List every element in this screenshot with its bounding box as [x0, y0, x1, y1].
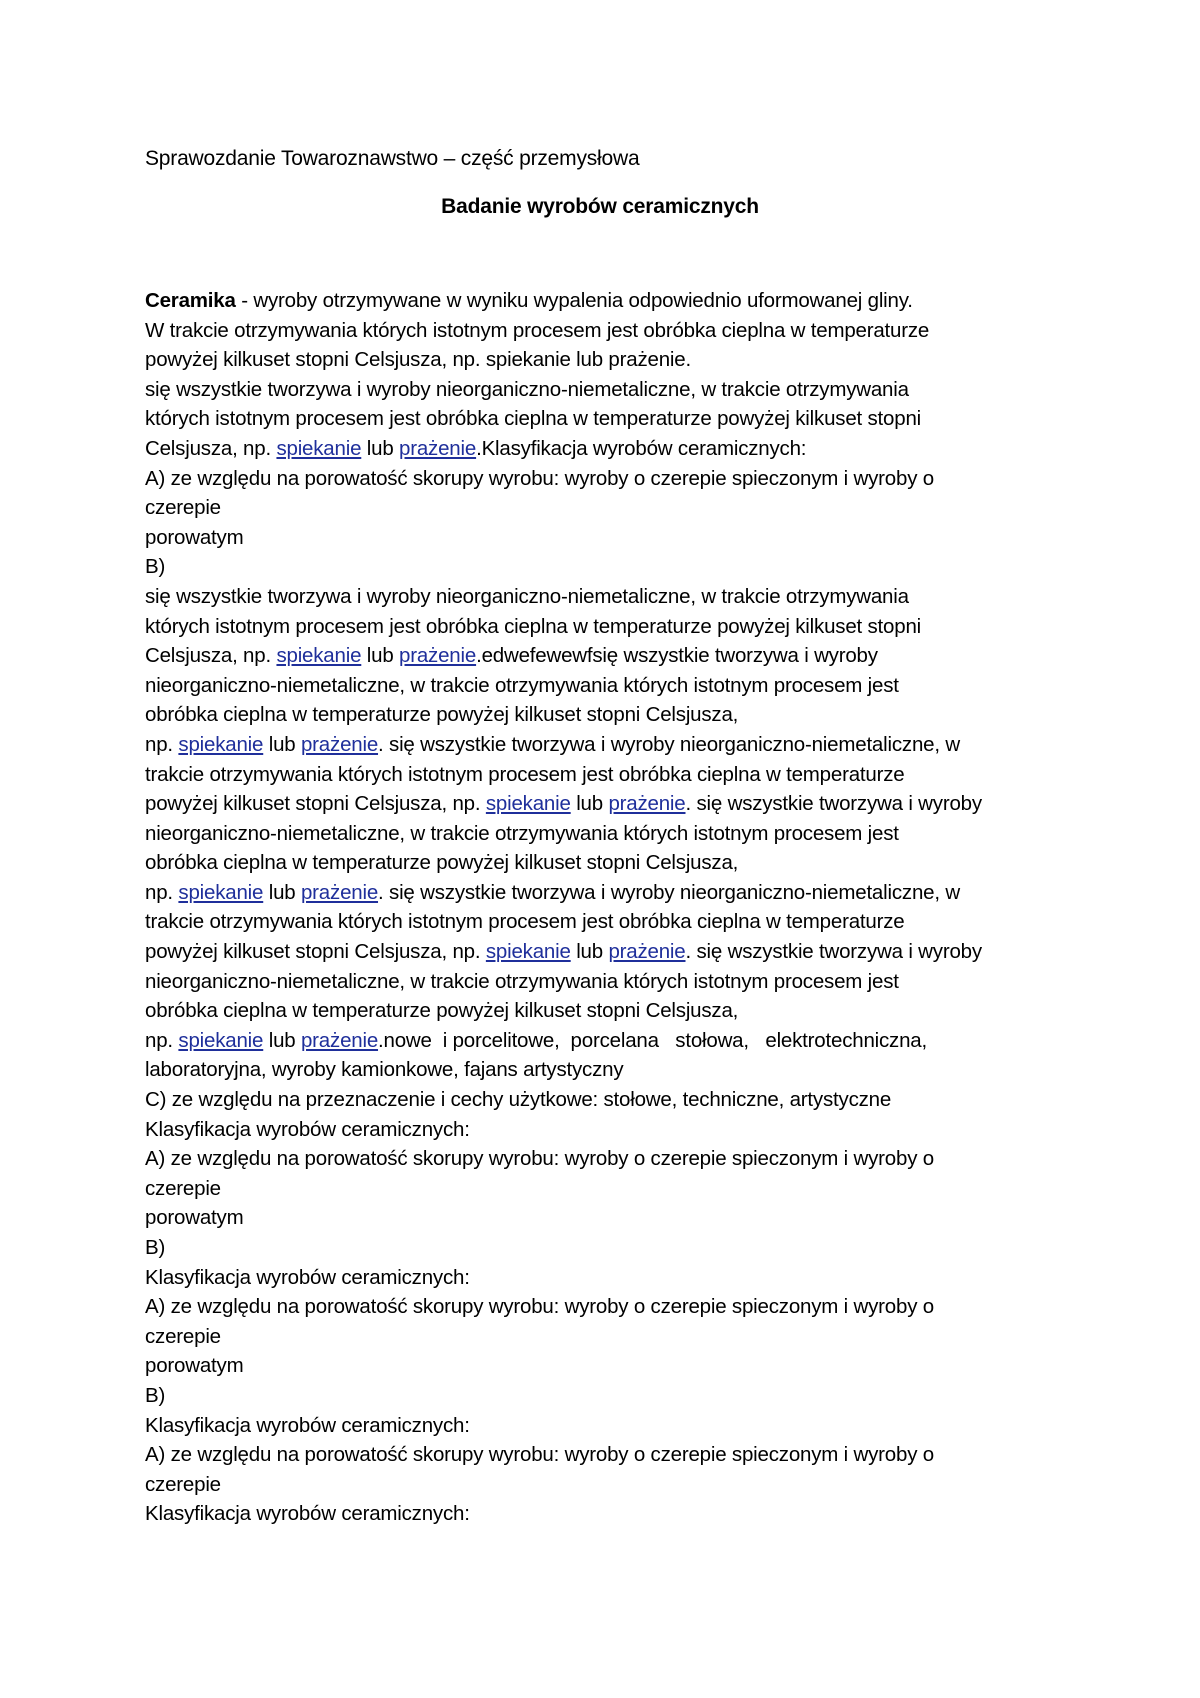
hyperlink[interactable]: prażenie	[399, 436, 477, 460]
text-run: porowatym	[145, 525, 244, 549]
text-run: lub	[263, 880, 301, 904]
document-body	[145, 286, 1075, 1529]
text-run: czerepie	[145, 496, 221, 520]
text-run: . się wszystkie tworzywa i wyroby nieorganiczno-niemetaliczne, w	[378, 732, 960, 756]
hyperlink[interactable]: prażenie	[399, 644, 477, 668]
text-run: czerepie	[145, 1324, 221, 1348]
hyperlink[interactable]: spiekanie	[178, 1028, 264, 1052]
text-line	[145, 316, 1075, 346]
text-run: czerepie	[145, 1472, 221, 1496]
text-run: B)	[145, 555, 166, 579]
text-line	[145, 493, 1075, 523]
text-run: W trakcie otrzymywania których istotnym procesem jest obróbka cieplna w temperaturze	[145, 318, 930, 342]
text-line	[145, 552, 1075, 582]
text-run: . się wszystkie tworzywa i wyroby	[685, 940, 982, 964]
text-line	[145, 671, 1075, 701]
text-run: powyżej kilkuset stopni Celsjusza, np.	[145, 792, 486, 816]
text-run: się wszystkie tworzywa i wyroby nieorganiczno-niemetaliczne, w trakcie otrzymywania	[145, 584, 909, 608]
text-line	[145, 1292, 1075, 1322]
text-line	[145, 937, 1075, 967]
text-run: porowatym	[145, 1354, 244, 1378]
hyperlink[interactable]: spiekanie	[178, 880, 264, 904]
text-line	[145, 878, 1075, 908]
text-run: B)	[145, 1236, 166, 1259]
hyperlink[interactable]: spiekanie	[485, 940, 571, 964]
text-run: których istotnym procesem jest obróbka cieplna w temperaturze powyżej kilkuset stopni	[145, 614, 922, 638]
text-run: Celsjusza, np.	[145, 436, 277, 460]
text-run: nieorganiczno-niemetaliczne, w trakcie otrzymywania których istotnym procesem jest	[145, 673, 899, 697]
text-run: B)	[145, 1383, 166, 1407]
text-line	[145, 789, 1075, 819]
text-run: powyżej kilkuset stopni Celsjusza, np. spiekanie lub prażenie.	[145, 348, 691, 372]
text-line	[145, 967, 1075, 997]
text-line	[145, 819, 1075, 849]
text-line	[145, 1440, 1075, 1470]
text-line	[145, 641, 1075, 671]
text-run: lub	[263, 1028, 301, 1052]
text-line	[145, 1381, 1075, 1411]
text-run: powyżej kilkuset stopni Celsjusza, np.	[145, 940, 486, 964]
text-line	[145, 1055, 1075, 1085]
text-line	[145, 1203, 1075, 1233]
text-run: np.	[145, 880, 179, 904]
text-run: porowatym	[145, 1206, 244, 1230]
text-line	[145, 1322, 1075, 1352]
text-line	[145, 1263, 1075, 1293]
text-line	[145, 1411, 1075, 1441]
text-run: A) ze względu na porowatość skorupy wyrobu: wyroby o czerepie spieczonym i wyroby o	[145, 1147, 934, 1171]
text-run: - wyroby otrzymywane w wyniku wypalenia odpowiednio uformowanej gliny.	[235, 289, 913, 312]
hyperlink[interactable]: spiekanie	[276, 644, 362, 668]
text-run: laboratoryjna, wyroby kamionkowe, fajans artystyczny	[145, 1058, 624, 1082]
text-run: .Klasyfikacja wyrobów ceramicznych:	[476, 436, 807, 460]
text-run: Klasyfikacja wyrobów ceramicznych:	[145, 1413, 470, 1437]
text-run: Klasyfikacja wyrobów ceramicznych:	[145, 1265, 470, 1289]
text-run: .edwefewewfsię wszystkie tworzywa i wyroby	[476, 644, 878, 668]
text-run: obróbka cieplna w temperaturze powyżej kilkuset stopni Celsjusza,	[145, 851, 739, 875]
hyperlink[interactable]: prażenie	[608, 792, 686, 816]
text-run: C) ze względu na przeznaczenie i cechy użytkowe: stołowe, techniczne, artystyczne	[145, 1088, 892, 1112]
text-run: A) ze względu na porowatość skorupy wyrobu: wyroby o czerepie spieczonym i wyroby o	[145, 1443, 934, 1467]
text-run: np.	[145, 1028, 179, 1052]
text-line	[145, 286, 1075, 316]
text-run: obróbka cieplna w temperaturze powyżej kilkuset stopni Celsjusza,	[145, 999, 739, 1023]
text-run: obróbka cieplna w temperaturze powyżej kilkuset stopni Celsjusza,	[145, 703, 739, 727]
text-line	[145, 848, 1075, 878]
text-line	[145, 523, 1075, 553]
text-run: Celsjusza, np.	[145, 644, 277, 668]
text-run: lub	[570, 792, 609, 816]
text-run: . się wszystkie tworzywa i wyroby	[685, 792, 982, 816]
text-run: się wszystkie tworzywa i wyroby nieorganiczno-niemetaliczne, w trakcie otrzymywania	[145, 377, 909, 401]
text-line	[145, 700, 1075, 730]
text-run: lub	[263, 732, 301, 756]
text-line	[145, 1351, 1075, 1381]
text-run: lub	[361, 436, 400, 460]
text-run: . się wszystkie tworzywa i wyroby nieorganiczno-niemetaliczne, w	[378, 880, 960, 904]
text-line	[145, 1115, 1075, 1145]
text-line	[145, 434, 1075, 464]
document-title: Badanie wyrobów ceramicznych	[441, 195, 759, 218]
hyperlink[interactable]: spiekanie	[276, 436, 362, 460]
text-line	[145, 907, 1075, 937]
text-run: A) ze względu na porowatość skorupy wyrobu: wyroby o czerepie spieczonym i wyroby o	[145, 1295, 934, 1319]
text-line	[145, 404, 1075, 434]
text-run: np.	[145, 732, 179, 756]
hyperlink[interactable]: prażenie	[300, 880, 379, 904]
hyperlink[interactable]: spiekanie	[178, 732, 264, 756]
text-line	[145, 582, 1075, 612]
text-run: .nowe i porcelitowe, porcelana stołowa, elektrotechniczna,	[378, 1028, 927, 1052]
text-line	[145, 1174, 1075, 1204]
text-line	[145, 464, 1075, 494]
text-line	[145, 1144, 1075, 1174]
text-run: lub	[570, 940, 609, 964]
document-header: Sprawozdanie Towaroznawstwo – część przemysłowa	[145, 147, 640, 170]
text-line	[145, 1233, 1075, 1263]
text-line	[145, 1470, 1075, 1500]
hyperlink[interactable]: prażenie	[300, 732, 379, 756]
text-line	[145, 612, 1075, 642]
text-line	[145, 345, 1075, 375]
text-run: Klasyfikacja wyrobów ceramicznych:	[145, 1502, 470, 1526]
text-run: Klasyfikacja wyrobów ceramicznych:	[145, 1117, 470, 1141]
text-run: trakcie otrzymywania których istotnym procesem jest obróbka cieplna w temperaturze	[145, 910, 905, 934]
text-run: nieorganiczno-niemetaliczne, w trakcie otrzymywania których istotnym procesem jest	[145, 969, 899, 993]
hyperlink[interactable]: prażenie	[300, 1028, 379, 1052]
text-line	[145, 375, 1075, 405]
text-run: nieorganiczno-niemetaliczne, w trakcie otrzymywania których istotnym procesem jest	[145, 821, 899, 845]
text-line	[145, 1085, 1075, 1115]
hyperlink[interactable]: prażenie	[608, 940, 686, 964]
text-run: których istotnym procesem jest obróbka cieplna w temperaturze powyżej kilkuset stopni	[145, 407, 922, 431]
bold-term: Ceramika	[145, 289, 236, 312]
text-run: czerepie	[145, 1176, 221, 1200]
text-run: trakcie otrzymywania których istotnym procesem jest obróbka cieplna w temperaturze	[145, 762, 905, 786]
text-line	[145, 760, 1075, 790]
hyperlink[interactable]: spiekanie	[485, 792, 571, 816]
text-line	[145, 1026, 1075, 1056]
text-line	[145, 730, 1075, 760]
text-run: lub	[361, 644, 400, 668]
text-run: A) ze względu na porowatość skorupy wyrobu: wyroby o czerepie spieczonym i wyroby o	[145, 466, 934, 490]
text-line	[145, 996, 1075, 1026]
text-line	[145, 1499, 1075, 1529]
